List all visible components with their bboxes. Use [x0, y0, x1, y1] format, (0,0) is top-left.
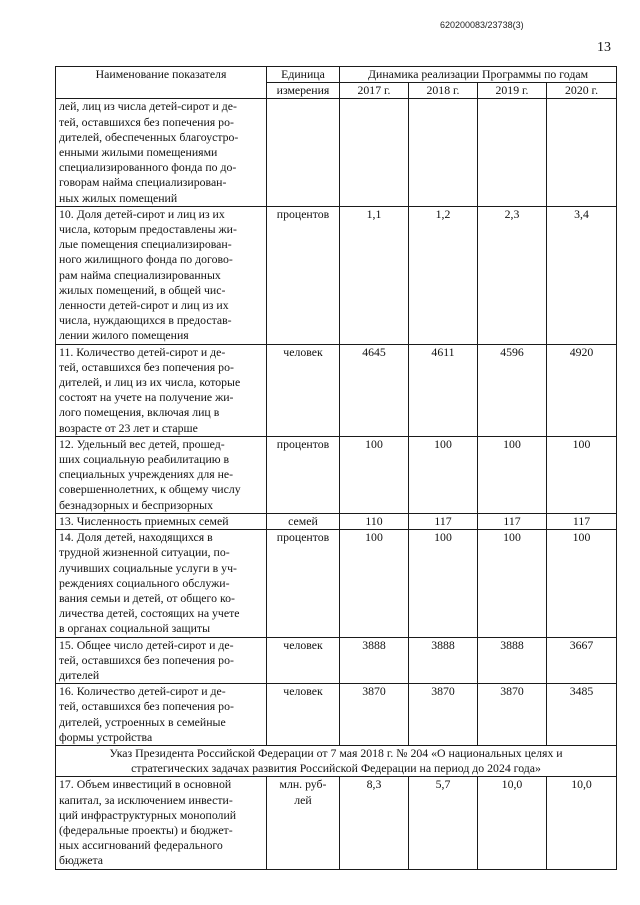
indicator-value-2020: 3485 — [547, 684, 617, 746]
indicator-name — [56, 684, 267, 746]
indicator-value-2019: 100 — [478, 436, 547, 513]
indicator-value-2018: 100 — [409, 436, 478, 513]
header-year-2019: 2019 г. — [478, 83, 547, 99]
indicator-unit: процентов — [267, 436, 340, 513]
indicator-value-2017: 100 — [340, 530, 409, 637]
indicator-unit — [267, 99, 340, 206]
header-year-2020: 2020 г. — [547, 83, 617, 99]
indicator-value-2017: 1,1 — [340, 206, 409, 344]
indicator-name-line: дителей, обеспеченных благоустро- — [59, 129, 239, 144]
indicator-name-line: ций инфраструктурных монополий — [59, 807, 237, 822]
indicator-value-2020: 10,0 — [547, 777, 617, 869]
indicator-value-2020: 117 — [547, 513, 617, 529]
indicator-name-line: ного жилищного фонда по догово- — [59, 252, 233, 267]
indicator-unit: человек — [267, 344, 340, 436]
indicator-value-2018: 1,2 — [409, 206, 478, 344]
table-row — [56, 99, 617, 206]
indicator-value-2019: 100 — [478, 530, 547, 637]
indicator-name-line: совершеннолетних, к общему числу — [59, 482, 241, 497]
table-row — [56, 637, 617, 684]
section-title — [56, 745, 617, 776]
header-year-2017: 2017 г. — [340, 83, 409, 99]
section-row — [56, 745, 617, 776]
indicator-value-2018: 3870 — [409, 684, 478, 746]
indicator-value-2017 — [340, 99, 409, 206]
indicator-value-2017: 3870 — [340, 684, 409, 746]
indicator-value-2020: 4920 — [547, 344, 617, 436]
indicator-value-2019: 117 — [478, 513, 547, 529]
section-title-line: стратегических задачах развития Российской Федерации на период до 2024 года» — [131, 761, 541, 776]
indicator-name-line: числа, нуждающихся в предостав- — [59, 313, 232, 328]
indicator-name-line: трудной жизненной ситуации, по- — [59, 545, 230, 560]
indicator-name — [56, 206, 267, 344]
indicator-name-line: в органах социальной защиты — [59, 621, 211, 636]
header-unit: Единица — [267, 67, 340, 83]
indicator-name-line: лении жилого помещения — [59, 328, 189, 343]
indicator-value-2018 — [409, 99, 478, 206]
indicator-name-line: тей, оставшихся без попечения ро- — [59, 652, 234, 667]
indicator-name-line: реждениях социального обслужи- — [59, 575, 230, 590]
indicator-value-2018: 5,7 — [409, 777, 478, 869]
indicator-value-2019: 3870 — [478, 684, 547, 746]
indicator-value-2019: 3888 — [478, 637, 547, 684]
indicator-name-line: 17. Объем инвестиций в основной — [59, 777, 232, 792]
indicator-name-line: лого помещения, включая лиц в — [59, 405, 220, 420]
indicator-name-line: говорам найма специализирован- — [59, 175, 227, 190]
indicator-value-2017: 8,3 — [340, 777, 409, 869]
indicator-name-line: ших социальную реабилитацию в — [59, 452, 230, 467]
table-body — [56, 99, 617, 869]
indicator-value-2017: 110 — [340, 513, 409, 529]
indicator-name-line: 10. Доля детей-сирот и лиц из их — [59, 206, 225, 221]
header-indicator-name: Наименование показателя — [56, 67, 267, 99]
indicator-name-line: енными жилыми помещениями — [59, 145, 218, 160]
table-row — [56, 777, 617, 869]
header-year-2018: 2018 г. — [409, 83, 478, 99]
indicator-name-line: 16. Количество детей-сирот и де- — [59, 684, 226, 699]
indicator-unit: человек — [267, 684, 340, 746]
indicator-value-2017: 100 — [340, 436, 409, 513]
indicator-name-line: тей, оставшихся без попечения ро- — [59, 114, 234, 129]
indicator-name-line: состоят на учете на получение жи- — [59, 390, 234, 405]
indicator-value-2020: 100 — [547, 530, 617, 637]
indicator-value-2020: 3667 — [547, 637, 617, 684]
indicator-name-line: 11. Количество детей-сирот и де- — [59, 344, 226, 359]
table-row — [56, 206, 617, 344]
indicator-value-2018: 100 — [409, 530, 478, 637]
indicator-name-line: жилых помещений, в общей чис- — [59, 282, 226, 297]
indicators-table — [55, 66, 617, 870]
document-id: 620200083/23738(3) — [440, 20, 524, 30]
indicator-value-2019: 4596 — [478, 344, 547, 436]
indicator-name-line: дителей, и лиц из их числа, которые — [59, 375, 241, 390]
indicator-name — [56, 99, 267, 206]
section-title-line: Указ Президента Российской Федерации от 7 мая 2018 г. № 204 «О национальных целях и — [109, 745, 563, 760]
indicator-name-line: (федеральные проекты) и бюджет- — [59, 822, 233, 837]
table-row — [56, 436, 617, 513]
indicator-value-2020 — [547, 99, 617, 206]
indicator-name — [56, 530, 267, 637]
indicator-name-line: ных жилых помещений — [59, 190, 178, 205]
indicator-name — [56, 436, 267, 513]
indicator-name — [56, 637, 267, 684]
indicator-name — [56, 344, 267, 436]
indicator-value-2019 — [478, 99, 547, 206]
indicator-unit — [267, 777, 340, 869]
indicator-unit-line: лей — [294, 792, 312, 807]
indicator-name-line: 14. Доля детей, находящихся в — [59, 530, 213, 545]
indicator-name-line: дителей, устроенных в семейные — [59, 714, 226, 729]
indicator-value-2018: 3888 — [409, 637, 478, 684]
indicator-value-2017: 4645 — [340, 344, 409, 436]
indicator-name-line: специализированного фонда по до- — [59, 160, 237, 175]
table-row — [56, 684, 617, 746]
indicator-name-line: рам найма специализированных — [59, 267, 221, 282]
indicator-name-line: личества детей, состоящих на учете — [59, 606, 240, 621]
indicator-name-line: 13. Численность приемных семей — [59, 513, 229, 528]
indicator-name-line: вания семьи и детей, от общего ко- — [59, 590, 235, 605]
indicator-name-line: 15. Общее число детей-сирот и де- — [59, 637, 234, 652]
table-row — [56, 344, 617, 436]
indicator-name-line: тей, оставшихся без попечения ро- — [59, 699, 234, 714]
indicator-name — [56, 513, 267, 529]
indicator-unit: человек — [267, 637, 340, 684]
header-dynamics: Динамика реализации Программы по годам — [340, 67, 617, 83]
indicator-value-2019: 10,0 — [478, 777, 547, 869]
indicator-name-line: 12. Удельный вес детей, прошед- — [59, 436, 225, 451]
indicator-name-line: числа, которым предоставлены жи- — [59, 222, 237, 237]
indicator-name-line: капитал, за исключением инвести- — [59, 792, 233, 807]
indicator-name-line: возрасте от 23 лет и старше — [59, 420, 198, 435]
page-number: 13 — [597, 40, 611, 55]
indicator-name-line: специальных учреждениях для не- — [59, 467, 234, 482]
indicator-value-2019: 2,3 — [478, 206, 547, 344]
indicator-name-line: лей, лиц из числа детей-сирот и де- — [59, 99, 237, 114]
indicator-name-line: ленности детей-сирот и лиц из их — [59, 298, 229, 313]
table-row — [56, 513, 617, 529]
indicator-value-2017: 3888 — [340, 637, 409, 684]
table-row — [56, 530, 617, 637]
indicator-unit-line: млн. руб- — [279, 777, 327, 792]
indicator-name-line: бюджета — [59, 853, 103, 868]
indicator-value-2018: 4611 — [409, 344, 478, 436]
indicator-value-2018: 117 — [409, 513, 478, 529]
header-unit-line2: измерения — [267, 83, 340, 99]
indicator-name — [56, 777, 267, 869]
indicator-unit: семей — [267, 513, 340, 529]
indicator-name-line: лые помещения специализирован- — [59, 237, 232, 252]
indicator-name-line: лучивших социальные услуги в уч- — [59, 560, 237, 575]
indicator-unit: процентов — [267, 530, 340, 637]
indicator-value-2020: 3,4 — [547, 206, 617, 344]
indicator-name-line: дителей — [59, 667, 100, 682]
indicator-name-line: формы устройства — [59, 729, 153, 744]
indicator-value-2020: 100 — [547, 436, 617, 513]
indicator-name-line: ных ассигнований федерального — [59, 838, 223, 853]
indicator-unit: процентов — [267, 206, 340, 344]
indicator-name-line: тей, оставшихся без попечения ро- — [59, 359, 234, 374]
indicator-name-line: безнадзорных и беспризорных — [59, 497, 213, 512]
